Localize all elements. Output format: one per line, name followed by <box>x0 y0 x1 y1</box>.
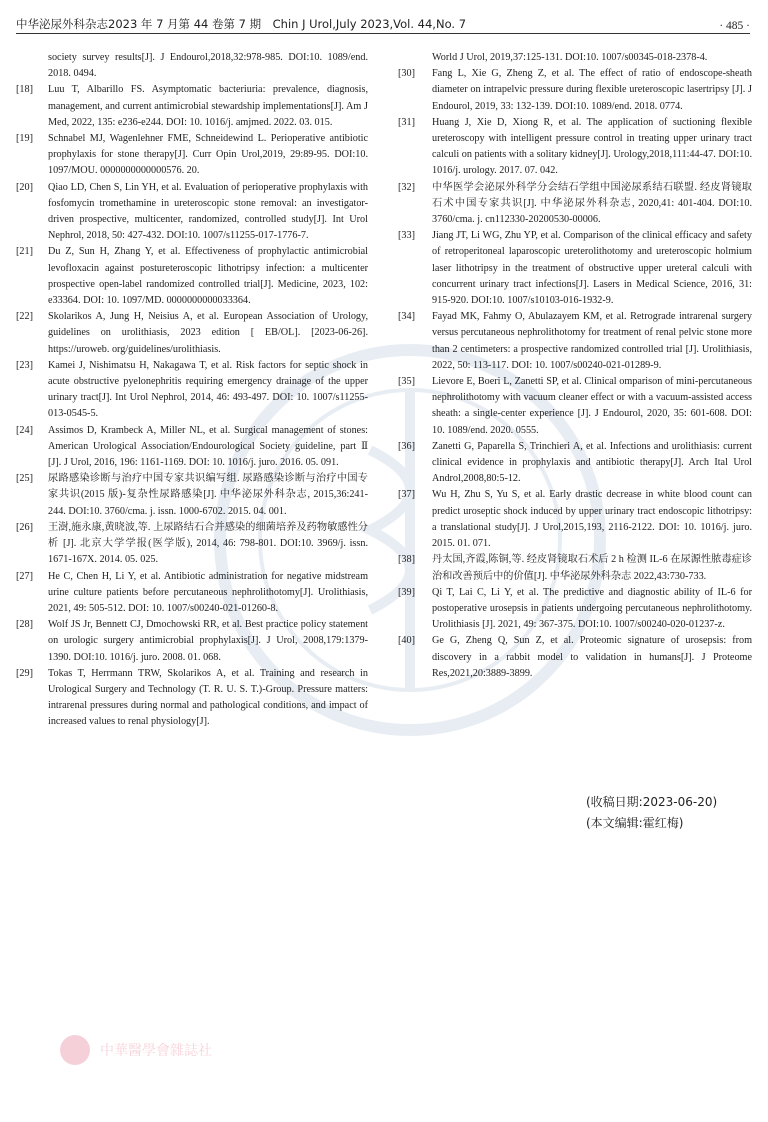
reference-text: Luu T, Albarillo FS. Asymptomatic bacteriuria: prevalence, diagnosis, management, and current antimicrobial stewardship implementations[J]. Am J Med, 2022, 135: e236-e244. DOI: 10. 1016/j. amjmed. 2022. 03. 015. <box>48 84 368 128</box>
reference-item <box>398 439 752 488</box>
reference-item <box>16 309 368 358</box>
reference-text: 尿路感染诊断与治疗中国专家共识编写组. 尿路感染诊断与治疗中国专家共识(2015 版)-复杂性尿路感染[J]. 中华泌尿外科杂志, 2015,36:241-244. DOI:10. 3760/cma. j. issn. 1000-6702. 2015. 04. 001. <box>48 473 368 517</box>
reference-text: Qiao LD, Chen S, Lin YH, et al. Evaluation of perioperative prophylaxis with fosfomycin tromethamine in ureteroscopic stone removal: an investigator-driven prospective, multicenter, randomized, controlled study[J]. Int Urol Nephrol, 2018, 50: 427-432. DOI:10. 1007/s11255-017-1776-7. <box>48 181 368 242</box>
reference-number: [40] <box>398 635 415 647</box>
reference-number: [31] <box>398 116 415 128</box>
received-date: (收稿日期:2023-06-20) <box>586 795 718 809</box>
reference-text: Wu H, Zhu S, Yu S, et al. Early drastic decrease in white blood count can predict uroseptic shock induced by upper urinary tract endoscopic lithotripsy: a translational study[J]. J Urol,2015,193, 2116-2122. DOI: 10. 1016/j. juro. 2015. 01. 071. <box>432 489 752 550</box>
reference-text: Fayad MK, Fahmy O, Abulazayem KM, et al. Retrograde intrarenal surgery versus percutaneous nephrolithotomy for treatment of renal pelvic stone more than 2 centimeters: a prospective randomized controlled trial [J]. Urolithiasis, 2022, 50: 113-117. DOI: 10. 1007/s00240-021-01289-9. <box>432 311 752 371</box>
reference-number: [35] <box>398 376 415 388</box>
reference-item <box>398 115 752 180</box>
reference-number: [38] <box>398 554 415 566</box>
reference-number: [27] <box>16 570 33 582</box>
reference-item <box>398 228 752 309</box>
reference-item <box>398 180 752 229</box>
reference-text: 王澍,施永康,黄晓波,等. 上尿路结石合并感染的细菌培养及药物敏感性分析 [J]. 北京大学学报(医学版), 2014, 46: 798-801. DOI:10. 3969/j. issn. 1671-167X. 2014. 05. 025. <box>48 521 368 566</box>
reference-number: [24] <box>16 424 33 436</box>
publisher-logo-icon <box>60 1035 90 1065</box>
reference-number: [28] <box>16 619 33 631</box>
reference-text: Jiang JT, Li WG, Zhu YP, et al. Comparison of the clinical efficacy and safety of retroperitoneal laparoscopic ureterolithotomy and ureteroscopic holmium laser lithotripsy in the treatment of obstructive upper ureteral calculi with concurrent urinary tract infections[J]. Lasers in Medical Science, 2016, 31: 915-920. DOI:10. 1007/s10103-016-1932-9. <box>432 230 752 307</box>
reference-text: Tokas T, Herrmann TRW, Skolarikos A, et al. Training and research in Urological Surgery and Technology (T. R. U. S. T.)-Group. Pressure matters: intrarenal pressures during normal and pathological conditions, and impact of increased values to renal physiology[J]. <box>48 667 368 728</box>
reference-number: [18] <box>16 84 33 96</box>
header-rule <box>16 33 750 34</box>
reference-text: 丹太国,齐霞,陈铜,等. 经皮肾镜取石术后 2 h 检测 IL-6 在尿源性脓毒症诊治和改善预后中的价值[J]. 中华泌尿外科杂志 2022,43:730-733. <box>432 554 752 582</box>
reference-item <box>16 569 368 618</box>
reference-item <box>398 487 752 552</box>
reference-number: [26] <box>16 521 33 533</box>
reference-item <box>398 552 752 584</box>
reference-item <box>16 423 368 472</box>
reference-number: [33] <box>398 230 415 242</box>
reference-item <box>398 309 752 374</box>
reference-text: Fang L, Xie G, Zheng Z, et al. The effect of ratio of endoscope-sheath diameter on intrapelvic pressure during flexible ureteroscopic lasertripsy [J]. J Endourol, 2019, 33: 132-139. DOI:10. 1089/end. 2018. 0774. <box>432 68 752 112</box>
reference-item <box>16 131 368 180</box>
reference-item <box>398 66 752 115</box>
reference-text: Skolarikos A, Jung H, Neisius A, et al. European Association of Urology, guidelines on urolithiasis, 2023 edition [ EB/OL]. [2023-06-26]. https://uroweb. org/guidelines/urolithiasis. <box>48 311 368 355</box>
reference-number: [30] <box>398 68 415 80</box>
reference-number: [19] <box>16 133 33 145</box>
reference-item <box>16 180 368 245</box>
reference-list-left <box>16 82 368 730</box>
reference-text: Huang J, Xie D, Xiong R, et al. The application of suctioning flexible ureteroscopy with intelligent pressure control in treating upper urinary tract calculi on patients with a solitary kidney[J]. Urology,2018,111:44-47. DOI:10. 1016/j. urology. 2017. 07. 042. <box>432 116 752 177</box>
reference-text: Schnabel MJ, Wagenlehner FME, Schneidewind L. Perioperative antibiotic prophylaxis for stone therapy[J]. Curr Opin Urol,2019, 29:89-95. DOI:10. 1097/MOU. 0000000000000576. 20. <box>48 133 368 177</box>
reference-text: Du Z, Sun H, Zhang Y, et al. Effectiveness of prophylactic antimicrobial levofloxacin against postureteroscopic lithotripsy infection: a multicenter prospective open-label randomized controlled trial[J]. Medicine, 2023, 102: e33364. DOI: 10. 1097/MD. 0000000000033364. <box>48 246 368 307</box>
reference-item <box>16 520 368 569</box>
reference-item <box>16 666 368 731</box>
reference-number: [22] <box>16 311 33 323</box>
reference-text: Wolf JS Jr, Bennett CJ, Dmochowski RR, et al. Best practice policy statement on urologic surgery antimicrobial prophylaxis[J]. J Urol, 2008,179:1379-1390. DOI:10. 1016/j. juro. 2008. 01. 068. <box>48 619 368 663</box>
reference-text: Zanetti G, Paparella S, Trinchieri A, et al. Infections and urolithiasis: current clinical evidence in prophylaxis and antibiotic therapy[J]. Arch Ital Urol Androl,2008,80:5-12. <box>432 440 752 485</box>
reference-item <box>16 617 368 666</box>
reference-number: [23] <box>16 359 33 371</box>
running-header <box>16 12 750 32</box>
reference-number: [32] <box>398 181 415 193</box>
reference-number: [25] <box>16 473 33 485</box>
left-column <box>16 50 368 731</box>
reference-item <box>16 82 368 131</box>
reference-text: Ge G, Zheng Q, Sun Z, et al. Proteomic signature of urosepsis: from discovery in a rabbit model to validation in humans[J]. J Proteome Res,2021,20:3889-3899. <box>432 635 752 679</box>
reference-text: Kamei J, Nishimatsu H, Nakagawa T, et al. Risk factors for septic shock in acute obstructive pyelonephritis requiring emergency drainage of the upper urinary tract[J]. Int Urol Nephrol, 2014, 46: 493-497. DOI: 10. 1007/s11255-013-0545-5. <box>48 359 368 420</box>
continued-reference: society survey results[J]. J Endourol,2018,32:978-985. DOI:10. 1089/end. 2018. 0494. <box>48 52 368 80</box>
reference-number: [37] <box>398 489 415 501</box>
reference-number: [39] <box>398 586 415 598</box>
reference-text: Qi T, Lai C, Li Y, et al. The predictive and diagnostic ability of IL-6 for postoperative urosepsis in patients undergoing percutaneous nephrolithotomy. Urolithiasis [J]. 2021, 49: 367-375. DOI:10. 1007/s00240-020-01237-z. <box>432 586 752 631</box>
reference-item <box>398 374 752 439</box>
publisher-logo <box>60 1035 212 1065</box>
page-number: · 485 · <box>719 20 750 32</box>
reference-item <box>398 633 752 682</box>
article-dates <box>586 792 717 834</box>
reference-number: [20] <box>16 181 33 193</box>
reference-number: [29] <box>16 667 33 679</box>
reference-number: [34] <box>398 311 415 323</box>
editor-note: (本文编辑:霍红梅) <box>586 816 684 830</box>
journal-citation-header: 中华泌尿外科杂志2023 年 7 月第 44 卷第 7 期 Chin J Urol,July 2023,Vol. 44,No. 7 <box>16 17 467 31</box>
reference-list-right <box>398 66 752 682</box>
reference-item <box>398 585 752 634</box>
right-column <box>398 50 752 682</box>
reference-item <box>16 471 368 520</box>
continued-reference: World J Urol, 2019,37:125-131. DOI:10. 1007/s00345-018-2378-4. <box>432 52 708 63</box>
reference-item <box>16 244 368 309</box>
publisher-name: 中華醫學會雜誌社 <box>100 1043 212 1059</box>
reference-text: 中华医学会泌尿外科学分会结石学组中国泌尿系结石联盟. 经皮肾镜取石术中国专家共识[J]. 中华泌尿外科杂志, 2020,41: 401-404. DOI:10. 3760/cma. j. cn112330-20200530-00006. <box>432 181 752 226</box>
reference-text: He C, Chen H, Li Y, et al. Antibiotic administration for negative midstream urine culture patients before percutaneous nephrolithotomy[J]. Urolithiasis, 2021, 49: 505-512. DOI: 10. 1007/s00240-021-01260-8. <box>48 570 368 614</box>
reference-number: [21] <box>16 246 33 258</box>
reference-item <box>16 358 368 423</box>
reference-text: Lievore E, Boeri L, Zanetti SP, et al. Clinical omparison of mini-percutaneous nephrolithotomy with vacuum cleaner effect or with a vacuum-assisted access sheath: a single-center experience [J]. J Endourol, 2020, 35: 601-608. DOI: 10. 1089/end. 2020. 0555. <box>432 376 752 436</box>
reference-number: [36] <box>398 440 415 452</box>
reference-text: Assimos D, Krambeck A, Miller NL, et al. Surgical management of stones: American Urological Association/Endourological Society guideline, part Ⅱ [J]. J Urol, 2016, 196: 1161-1169. DOI: 10. 1016/j. juro. 2016. 05. 091. <box>48 424 368 469</box>
